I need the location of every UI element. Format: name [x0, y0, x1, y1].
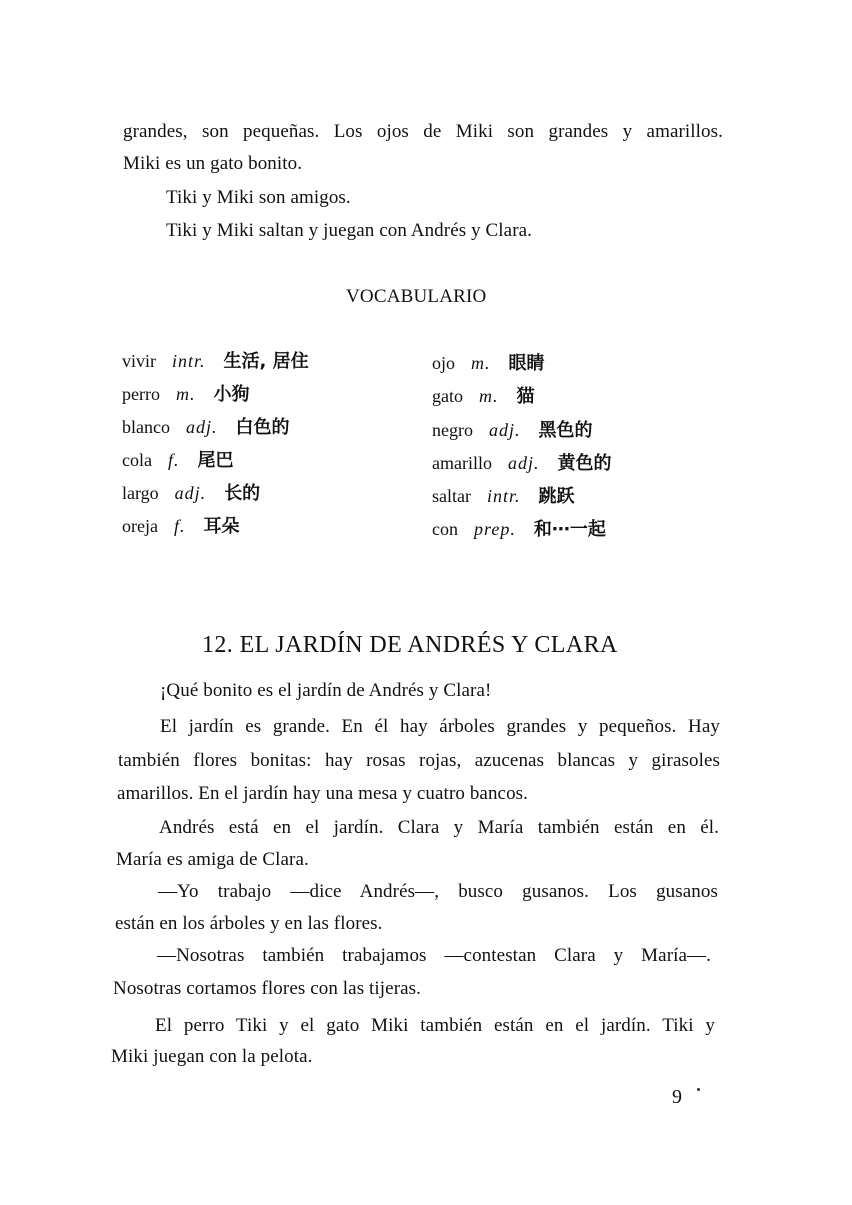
vocab-entry [122, 415, 290, 440]
vocab-pos: m. [471, 353, 491, 373]
vocab-translation: 黄色的 [557, 453, 612, 474]
vocab-word: largo [122, 483, 159, 503]
text-line: —Nosotras también trabajamos —contestan Clara y María—. [157, 945, 711, 966]
vocab-pos: adj. [488, 420, 521, 440]
vocab-word: gato [432, 386, 463, 406]
text-line: Nosotras cortamos flores con las tijeras. [113, 978, 422, 999]
vocab-word: con [432, 519, 458, 539]
vocab-entry [432, 451, 612, 476]
vocab-entry [122, 448, 234, 473]
vocab-entry [432, 484, 575, 509]
vocab-translation: 长的 [224, 483, 261, 504]
vocab-entry [122, 349, 309, 374]
vocab-word: cola [122, 450, 152, 470]
vocab-translation: 白色的 [235, 417, 290, 438]
vocab-word: oreja [122, 516, 158, 536]
vocab-entry [432, 517, 606, 542]
vocab-entry [122, 481, 260, 506]
vocab-translation: 眼睛 [508, 353, 545, 374]
vocab-word: vivir [122, 351, 156, 371]
text-line: El jardín es grande. En él hay árboles grandes y pequeños. Hay [160, 716, 720, 737]
vocab-word: amarillo [432, 453, 492, 473]
vocab-pos: m. [175, 384, 196, 404]
text-line: Andrés está en el jardín. Clara y María también están en él. [159, 817, 719, 838]
vocab-translation: 小狗 [213, 384, 250, 405]
page-number: 9 [672, 1086, 683, 1108]
lesson-title: 12. EL JARDÍN DE ANDRÉS Y CLARA [202, 632, 618, 658]
text-line: Tiki y Miki son amigos. [166, 187, 351, 208]
text-line: María es amiga de Clara. [116, 849, 309, 870]
text-line: Miki es un gato bonito. [123, 153, 303, 174]
vocab-entry [432, 418, 593, 443]
vocab-word: blanco [122, 417, 170, 437]
vocab-word: negro [432, 420, 473, 440]
vocab-pos: f. [167, 450, 180, 470]
page-number-dot [697, 1088, 700, 1091]
text-line: también flores bonitas: hay rosas rojas, azucenas blancas y girasoles [118, 750, 720, 771]
text-line: Miki juegan con la pelota. [111, 1046, 313, 1067]
vocab-pos: m. [479, 386, 499, 406]
vocab-pos: intr. [172, 351, 206, 371]
text-line: amarillos. En el jardín hay una mesa y cuatro bancos. [117, 783, 529, 804]
text-line: —Yo trabajo —dice Andrés—, busco gusanos. Los gusanos [158, 881, 718, 902]
vocab-translation: 尾巴 [197, 450, 234, 471]
vocab-word: ojo [432, 353, 456, 373]
text-line: grandes, son pequeñas. Los ojos de Miki son grandes y amarillos. [123, 121, 723, 142]
vocab-translation: 黑色的 [538, 420, 593, 441]
vocab-entry [432, 384, 535, 409]
vocab-translation: 耳朵 [203, 516, 240, 537]
vocab-translation: 跳跃 [538, 486, 575, 507]
text-line: ¡Qué bonito es el jardín de Andrés y Clara! [160, 680, 492, 701]
vocab-translation: 猫 [516, 386, 535, 407]
vocab-pos: intr. [486, 486, 521, 506]
text-line: El perro Tiki y el gato Miki también están en el jardín. Tiki y [155, 1015, 715, 1036]
vocab-translation: 和⋯一起 [533, 519, 606, 540]
vocab-word: perro [122, 384, 160, 404]
vocab-pos: adj. [174, 483, 207, 503]
vocab-entry [432, 351, 545, 376]
vocab-pos: prep. [474, 519, 516, 539]
text-line: están en los árboles y en las flores. [115, 913, 383, 934]
vocab-translation: 生活, 居住 [223, 351, 309, 372]
vocab-pos: adj. [507, 453, 540, 473]
vocab-word: saltar [432, 486, 471, 506]
text-line: Tiki y Miki saltan y juegan con Andrés y Clara. [166, 220, 533, 241]
vocab-entry [122, 382, 249, 407]
vocabulary-heading: VOCABULARIO [346, 286, 487, 307]
vocab-pos: f. [173, 516, 186, 536]
vocab-entry [122, 514, 240, 539]
vocab-pos: adj. [185, 417, 218, 437]
